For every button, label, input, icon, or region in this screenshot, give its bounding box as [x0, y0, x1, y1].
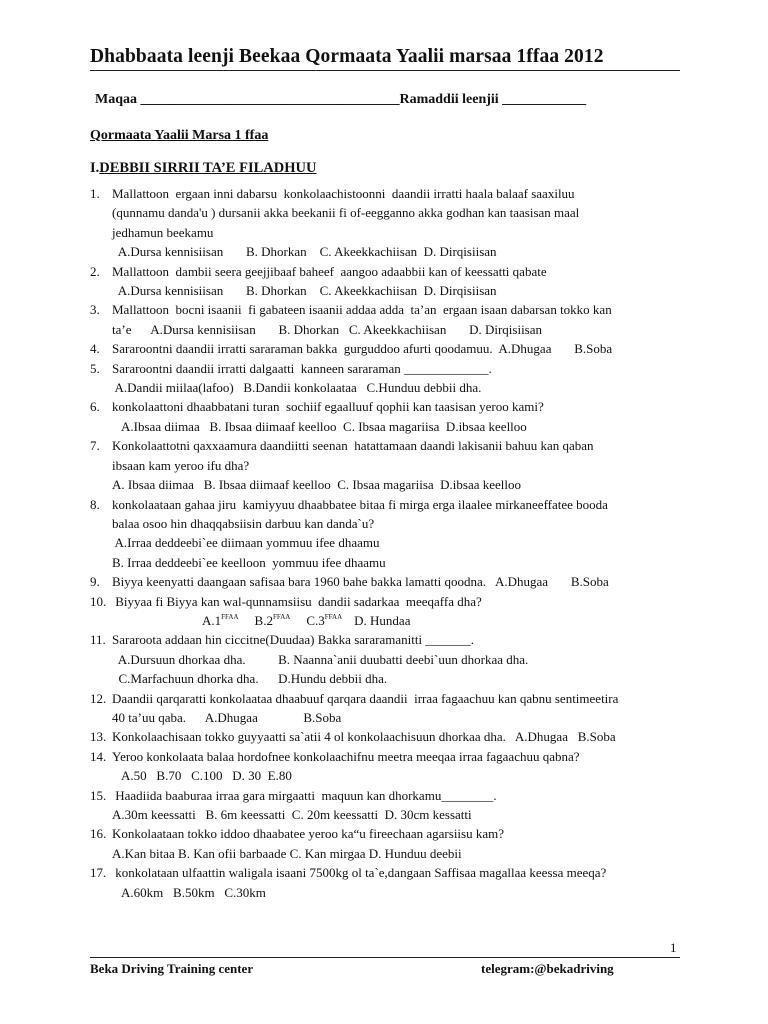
question-number: 15. [90, 787, 107, 803]
question-text: jedhamun beekamu [112, 224, 214, 240]
answer-options: A.Ibsaa diimaa B. Ibsaa diimaaf keelloo C. Ibsaa magariisa D.ibsaa keelloo [112, 418, 527, 434]
question-text: 40 ta’uu qaba. A.Dhugaa B.Soba [112, 709, 342, 725]
question-number: 11. [90, 632, 106, 648]
section-heading [90, 160, 316, 177]
question-item [90, 689, 690, 728]
question-number: 7. [90, 438, 100, 454]
option-c-ordinal: FFAA [324, 612, 343, 621]
question-text: Mallattoon dambii seera geejjibaaf baheef aangoo adaabbii kan of keessatti qabate [112, 263, 547, 279]
question-text: Konkolaataan tokko iddoo dhaabatee yeroo ka“u fireechaan agarsiisu kam? [112, 826, 504, 842]
question-text: Haadiida baaburaa irraa gara mirgaatti maquun kan dhorkamu________. [112, 787, 497, 803]
option-c: C.3 [306, 612, 325, 628]
question-text: (qunnamu danda'u ) dursanii akka beekanii fi of-eegganno akka godhan kan taasisan maal [112, 205, 580, 221]
question-text: Konkolaachisaan tokko guyyaatti sa`atii 4 ol konkolaachisuun dhorkaa dha. A.Dhugaa B.Soba [112, 729, 616, 745]
footer-divider [90, 957, 680, 958]
question-number: 3. [90, 302, 100, 318]
question-number: 14. [90, 748, 107, 764]
option-a-ordinal: FFAA [221, 612, 239, 621]
question-text: Yeroo konkolaata balaa hordofnee konkolaachifnu meetra meeqaa irraa fagaachuu qabna? [112, 748, 580, 764]
question-text: Biyya keenyatti daangaan safisaa bara 1960 bahe bakka lamatti qoodna. A.Dhugaa B.Soba [112, 574, 609, 590]
question-number: 4. [90, 341, 100, 357]
question-item [90, 630, 690, 688]
question-text: ta’e A.Dursa kennisiisan B. Dhorkan C. Akeekkachiisan D. Dirqisiisan [112, 321, 543, 337]
answer-options: A.Irraa deddeebi`ee diimaan yommuu ifee dhaamu [112, 535, 380, 551]
section-prefix: I. [90, 160, 100, 176]
option-b: B.2 [254, 612, 273, 628]
answer-options: A.Dandii miilaa(lafoo) B.Dandii konkolaataa C.Hunduu debbii dha. [112, 380, 482, 396]
question-number: 13. [90, 729, 107, 745]
question-text: konkolaataan gahaa jiru kamiyyuu dhaabbatee bitaa fi mirga erga ilaalee mirkaneeffatee booda [112, 496, 608, 512]
answer-options: A.Dursa kennisiisan B. Dhorkan C. Akeekkachiisan D. Dirqisiisan [112, 244, 497, 260]
question-item [90, 727, 690, 746]
answer-options: B. Irraa deddeebi`ee keelloon yommuu ifee dhaamu [112, 554, 386, 570]
answer-options: C.Marfachuun dhorka dha. D.Hundu debbii dha. [112, 671, 388, 687]
question-text: Sararoota addaan hin ciccitne(Duudaa) Bakka sararamanitti _______. [112, 632, 475, 648]
question-text: Daandii qarqaratti konkolaataa dhaabuuf qarqara daandii irraa fagaachuu kan qabnu sentimeetira [112, 690, 619, 706]
question-number: 9. [90, 574, 100, 590]
question-number: 12. [90, 690, 107, 706]
question-item [90, 436, 690, 494]
question-number: 10. [90, 593, 107, 609]
question-text: konkolataan ulfaattin waligala isaani 7500kg ol ta`e,dangaan Saffisaa magallaa keessa meeqa? [112, 865, 607, 881]
question-item [90, 786, 690, 825]
question-item [90, 262, 690, 301]
name-and-group-line: Maqaa _____________________________________Ramaddii leenjii ____________ [95, 92, 587, 107]
question-number: 2. [90, 263, 100, 279]
question-item [90, 747, 690, 786]
exam-subtitle: Qormaata Yaalii Marsa 1 ffaa [90, 128, 269, 143]
question-list [90, 184, 690, 902]
page-number: 1 [670, 940, 677, 955]
answer-options: A.Kan bitaa B. Kan ofii barbaade C. Kan mirgaa D. Hunduu deebii [112, 845, 462, 861]
question-item [90, 863, 690, 902]
answer-options: A.60km B.50km C.30km [112, 884, 266, 900]
section-title: DEBBII SIRRII TA’E FILADHUU [99, 160, 317, 176]
question-item [90, 495, 690, 573]
document-title: Dhabbaata leenji Beekaa Qormaata Yaalii marsaa 1ffaa 2012 [90, 46, 604, 67]
answer-options: A.Dursuun dhorkaa dha. B. Naanna`anii duubatti deebi`uun dhorkaa dha. [112, 651, 529, 667]
question-item [90, 339, 690, 358]
footer-telegram: telegram:@bekadriving [481, 961, 614, 976]
question-number: 5. [90, 360, 100, 376]
answer-options: A.30m keessatti B. 6m keessatti C. 20m keessatti D. 30cm kessatti [112, 807, 472, 822]
answer-options: A.Dursa kennisiisan B. Dhorkan C. Akeekkachiisan D. Dirqisiisan [112, 283, 497, 299]
option-a: A.1 [202, 612, 222, 628]
question-item [90, 184, 690, 262]
question-item [90, 397, 690, 436]
option-d: D. Hundaa [354, 612, 411, 628]
header-divider [90, 70, 680, 71]
question-item [90, 300, 690, 339]
question-text: Biyyaa fi Biyya kan wal-qunnamsiisu dandii sadarkaa meeqaffa dha? [112, 593, 482, 609]
question-text: Sararoontni daandii irratti dalgaatti kanneen sararaman _____________. [112, 360, 492, 376]
question-text: Mallattoon ergaan inni dabarsu konkolaachistoonni daandii irratti haala balaaf saaxiluu [112, 186, 575, 201]
question-text: Mallattoon bocni isaanii fi gabateen isaanii addaa adda ta’an ergaan isaan dabarsan tokko kan [112, 302, 612, 318]
question-item [90, 359, 690, 398]
question-number: 16. [90, 826, 107, 842]
question-item [90, 572, 690, 591]
question-number: 8. [90, 496, 100, 512]
question-text: Sararoontni daandii irratti sararaman bakka gurguddoo afurti qoodamuu. A.Dhugaa B.Soba [112, 341, 613, 357]
footer-organization: Beka Driving Training center [90, 961, 254, 976]
question-item [90, 824, 690, 863]
question-number: 1. [90, 186, 100, 201]
option-b-ordinal: FFAA [272, 612, 291, 621]
question-item [90, 592, 690, 631]
question-text: ibsaan kam yeroo ifu dha? [112, 457, 250, 473]
question-number: 17. [90, 865, 107, 881]
answer-options: A.50 B.70 C.100 D. 30 E.80 [112, 768, 292, 784]
answer-options: A. Ibsaa diimaa B. Ibsaa diimaaf keelloo C. Ibsaa magariisa D.ibsaa keelloo [112, 477, 522, 493]
question-number: 6. [90, 399, 100, 415]
question-text: Konkolaattotni qaxxaamura daandiitti seenan hatattamaan daandi lakisanii bahuu kan qaban [112, 438, 594, 454]
question-text: balaa osoo hin dhaqqabsiisin darbuu kan danda`u? [112, 515, 375, 531]
answer-options [112, 611, 690, 630]
question-text: konkolaattoni dhaabbatani turan sochiif egaalluuf qophii kan taasisan yeroo kami? [112, 399, 544, 415]
